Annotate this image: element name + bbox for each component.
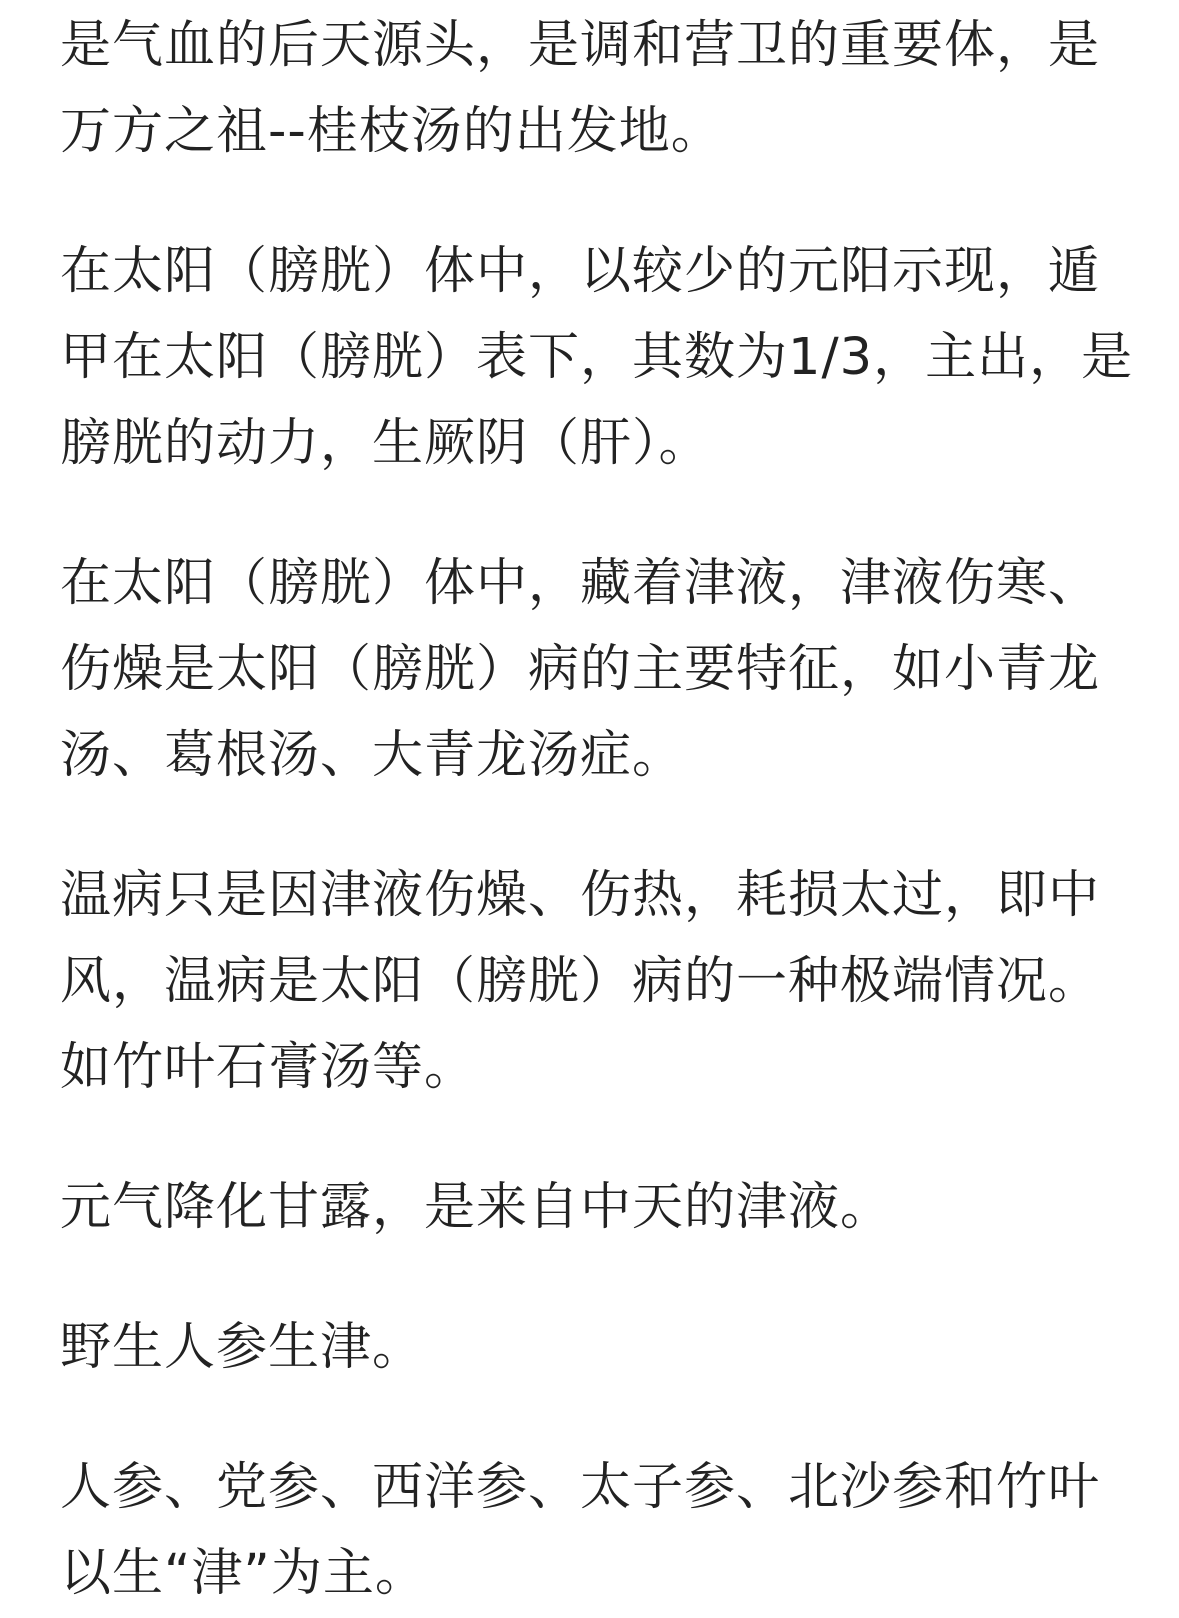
paragraph-4 (60, 853, 1100, 1111)
text-line: 膀胱的动力，生厥阴（肝）。 (60, 414, 711, 473)
text-line: 万方之祖--桂枝汤的出发地。 (60, 102, 723, 161)
text-line: 汤、葛根汤、大青龙汤症。 (60, 726, 685, 785)
paragraph-1 (60, 3, 1100, 175)
text-line: 风，温病是太阳（膀胱）病的一种极端情况。 (60, 952, 1101, 1011)
text-line: 以生“津”为主。 (60, 1544, 427, 1603)
paragraph-5 (60, 1165, 892, 1251)
paragraph-7 (60, 1445, 1100, 1617)
paragraph-3 (60, 541, 1100, 799)
text-line: 野生人参生津。 (60, 1318, 425, 1377)
paragraph-2 (60, 229, 1133, 487)
text-line: 人参、党参、西洋参、太子参、北沙参和竹叶 (60, 1458, 1101, 1517)
text-line: 温病只是因津液伤燥、伤热，耗损太过，即中 (60, 866, 1101, 925)
text-line: 是气血的后天源头，是调和营卫的重要体，是 (60, 16, 1101, 75)
text-line: 甲在太阳（膀胱）表下，其数为1/3，主出，是 (60, 328, 1134, 387)
text-line: 如竹叶石膏汤等。 (60, 1038, 477, 1097)
text-line: 伤燥是太阳（膀胱）病的主要特征，如小青龙 (60, 640, 1101, 699)
text-line: 在太阳（膀胱）体中，以较少的元阳示现，遁 (60, 242, 1101, 301)
text-line: 元气降化甘露，是来自中天的津液。 (60, 1178, 893, 1237)
text-line: 在太阳（膀胱）体中，藏着津液，津液伤寒、 (60, 554, 1101, 613)
paragraph-6 (60, 1305, 424, 1391)
